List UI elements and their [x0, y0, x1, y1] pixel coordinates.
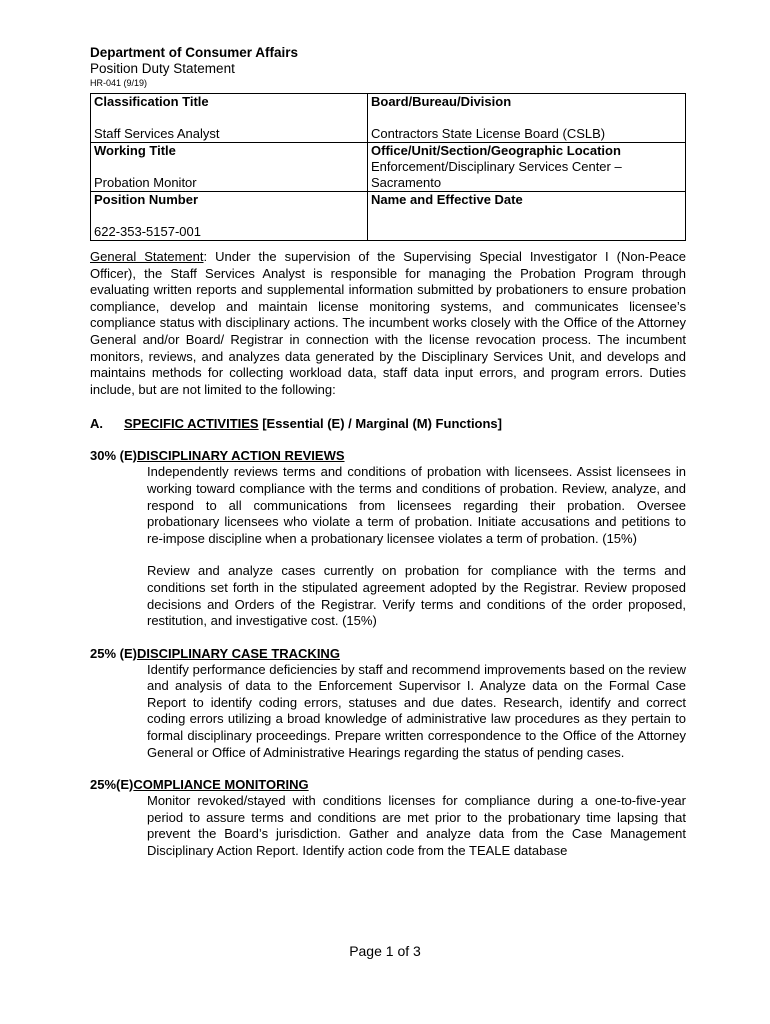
board-value: Contractors State License Board (CSLB) — [371, 126, 606, 141]
office-cell — [368, 143, 686, 192]
duty-percentage: 25% (E) — [90, 645, 137, 661]
position-info-table — [90, 93, 686, 241]
duty-paragraph: Identify performance deficiencies by staff and recommend improvements based on the review and analysis of data to the Enforcement Supervisor I. Analyze data on the Formal Case Report to identify coding errors, statuses and due dates. Research, identify and correct coding errors utilizing a broad knowledge of administrative law procedures as they pertain to formal disciplinary proceedings. Prepare written correspondence to the Office of the Attorney General or Office of Administrative Hearings regarding the status of pending cases. — [147, 661, 686, 760]
section-a-letter: A. — [90, 416, 103, 432]
name-date-cell — [368, 192, 686, 241]
working-title-value: Probation Monitor — [94, 175, 197, 190]
office-value-line1: Enforcement/Disciplinary Services Center – — [371, 159, 622, 174]
section-a-heading — [90, 416, 686, 432]
department-name: Department of Consumer Affairs — [90, 45, 299, 60]
duty-paragraph: Review and analyze cases currently on probation for compliance with the terms and conditions set forth in the stipulated agreement adopted by the Registrar. Review proposed decisions and Orders of the Registrar. Verify terms and conditions of the order proposed, restitution, and investigative cost. (15%) — [147, 563, 686, 629]
board-cell — [368, 94, 686, 143]
duty-heading — [90, 646, 686, 662]
position-number-value: 622-353-5157-001 — [94, 224, 201, 239]
duty-body — [147, 793, 686, 859]
duty-disciplinary-action-reviews — [90, 448, 686, 629]
position-number-label: Position Number — [94, 192, 199, 207]
classification-title-cell — [91, 94, 368, 143]
section-a-suffix: [Essential (E) / Marginal (M) Functions] — [258, 416, 502, 432]
duty-compliance-monitoring — [90, 777, 686, 859]
office-label: Office/Unit/Section/Geographic Location — [371, 143, 621, 158]
classification-title-value: Staff Services Analyst — [94, 126, 220, 141]
form-number: HR-041 (9/19) — [90, 78, 148, 88]
duty-title: DISCIPLINARY ACTION REVIEWS — [136, 448, 345, 464]
general-statement-label: General Statement — [90, 249, 204, 264]
name-date-label: Name and Effective Date — [371, 192, 523, 207]
working-title-label: Working Title — [94, 143, 176, 158]
working-title-cell — [91, 143, 368, 192]
duty-paragraph: Monitor revoked/stayed with conditions licenses for compliance during a one-to-five-year period to assure terms and conditions are met prior to the probationary time lapsing that prevent the Board’s jurisdiction. Gather and analyze data from the Case Management Disciplinary Action Report. Identify action code from the TEALE database — [147, 793, 686, 859]
duty-disciplinary-case-tracking — [90, 646, 686, 762]
position-number-cell — [91, 192, 368, 241]
duty-title: COMPLIANCE MONITORING — [133, 777, 309, 793]
board-label: Board/Bureau/Division — [371, 94, 512, 109]
duty-percentage: 25%(E) — [90, 777, 134, 793]
duty-body — [147, 662, 686, 762]
general-statement — [90, 249, 686, 398]
office-value-line2: Sacramento — [371, 175, 442, 190]
duty-heading — [90, 777, 686, 793]
duty-heading — [90, 448, 686, 464]
section-a-title: SPECIFIC ACTIVITIES — [124, 416, 259, 432]
duty-percentage: 30% (E) — [90, 448, 137, 464]
document-title: Position Duty Statement — [90, 61, 235, 76]
classification-title-label: Classification Title — [94, 94, 209, 109]
duty-paragraph: Independently reviews terms and conditions of probation with licensees. Assist licensees in working toward compliance with the terms and conditions of probation. Review, analyze, and respond to all communications from licensees regarding their probation. Oversee probationary licensees who violate a term of probation. Initiate accusations and petitions to re-impose discipline when a probationary licensee violates a term of probation. (15%) — [147, 464, 686, 546]
document-page — [90, 44, 686, 860]
duty-body — [147, 464, 686, 629]
page-number: Page 1 of 3 — [349, 943, 421, 959]
general-statement-text: : Under the supervision of the Supervising Special Investigator I (Non-Peace Officer), the Staff Services Analyst is responsible for managing the Probation Program through evaluating written reports and supplemental information submitted by probationers to ensure probation compliance, develop and maintain license monitoring systems, and communicates licensee’s compliance status with disciplinary actions. The incumbent works closely with the Office of the Attorney General and/or Board/ Registrar in connection with the license revocation process. The incumbent monitors, reviews, and analyzes data generated by the Disciplinary Services Unit, and develops and maintains methods for collecting workload data, staff data input errors, and program errors. Duties include, but are not limited to the following: — [90, 249, 687, 397]
duty-title: DISCIPLINARY CASE TRACKING — [136, 645, 340, 661]
